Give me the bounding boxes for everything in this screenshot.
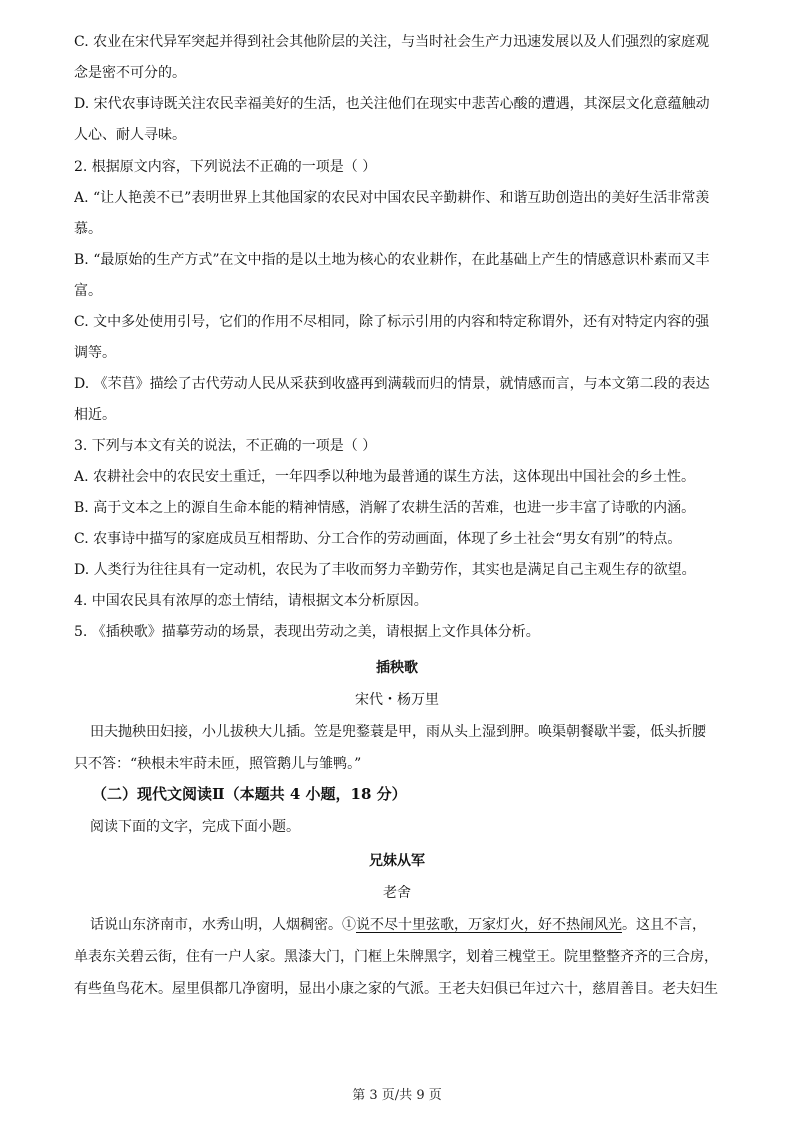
question-2: 2. 根据原文内容，下列说法不正确的一项是（ ） [74, 159, 377, 175]
reading-instruction: 阅读下面的文字，完成下面小题。 [90, 819, 300, 835]
question-3: 3. 下列与本文有关的说法，不正确的一项是（ ） [74, 438, 377, 454]
q2-option-a-line-2: 慕。 [74, 221, 102, 237]
page-number-footer: 第 3 页/共 9 页 [352, 1088, 442, 1103]
q2-option-b-line-2: 富。 [74, 283, 102, 299]
q2-option-b-line-1: B. “最原始的生产方式”在文中指的是以土地为核心的农业耕作，在此基础上产生的情感意识朴素而又丰 [74, 252, 710, 268]
story-paragraph-line-1 [90, 915, 724, 935]
section-heading: （二）现代文阅读Ⅱ（本题共 4 小题，18 分） [92, 785, 407, 803]
q3-option-c: C. 农事诗中描写的家庭成员互相帮助、分工合作的劳动画面，体现了乡土社会“男女有别”的特点。 [74, 531, 682, 547]
q2-option-a-line-1: A. “让人艳羡不已”表明世界上其他国家的农民对中国农民辛勤耕作、和谐互助创造出的美好生活非常羡 [74, 190, 710, 206]
story-text: 话说山东济南市，水秀山明，人烟稠密。① [90, 917, 356, 933]
option-d-line-1: D. 宋代农事诗既关注农民幸福美好的生活，也关注他们在现实中悲苦心酸的遭遇，其深层文化意蕴触动 [74, 96, 710, 112]
story-text: 。这且不言， [622, 917, 706, 933]
story-paragraph-line-3: 有些鱼鸟花木。屋里俱都几净窗明，显出小康之家的气派。王老夫妇俱已年过六十，慈眉善目。老夫妇生 [74, 981, 718, 997]
story-author: 老舍 [383, 885, 411, 901]
question-5: 5. 《插秧歌》描摹劳动的场景，表现出劳动之美，请根据上文作具体分析。 [74, 624, 540, 640]
q3-option-b: B. 高于文本之上的源自生命本能的精神情感，消解了农耕生活的苦难，也进一步丰富了诗歌的内涵。 [74, 500, 696, 516]
poem-title: 插秧歌 [376, 660, 418, 676]
story-paragraph-line-2: 单表东关碧云街，住有一户人家。黑漆大门，门框上朱牌黑字，划着三槐堂王。院里整整齐齐的三合房， [74, 949, 718, 965]
poem-line-1: 田夫抛秧田妇接，小儿拔秧大儿插。笠是兜鍪蓑是甲，雨从头上湿到胛。唤渠朝餐歇半霎，低头折腰 [90, 724, 706, 740]
question-4: 4. 中国农民具有浓厚的恋土情结，请根据文本分析原因。 [74, 593, 428, 609]
option-c-line-2: 念是密不可分的。 [74, 65, 186, 81]
q3-option-a: A. 农耕社会中的农民安土重迁，一年四季以种地为最普通的谋生方法，这体现出中国社会的乡土性。 [74, 469, 696, 485]
story-title: 兄妹从军 [369, 853, 425, 869]
q2-option-c-line-2: 调等。 [74, 345, 116, 361]
q2-option-d-line-1: D. 《芣苢》描绘了古代劳动人民从采获到收盛再到满载而归的情景，就情感而言，与本文第二段的表达 [74, 376, 710, 392]
underlined-sentence: 说不尽十里弦歌，万家灯火，好不热闹风光 [356, 917, 622, 933]
option-d-line-2: 人心、耐人寻味。 [74, 127, 186, 143]
q2-option-d-line-2: 相近。 [74, 407, 116, 423]
q2-option-c-line-1: C. 文中多处使用引号，它们的作用不尽相同，除了标示引用的内容和特定称谓外，还有对特定内容的强 [74, 314, 710, 330]
q3-option-d: D. 人类行为往往具有一定动机，农民为了丰收而努力辛勤劳作，其实也是满足自己主观生存的欲望。 [74, 562, 696, 578]
option-c-line-1: C. 农业在宋代异军突起并得到社会其他阶层的关注，与当时社会生产力迅速发展以及人们强烈的家庭观 [74, 34, 710, 50]
poem-author: 宋代・杨万里 [355, 692, 439, 708]
poem-line-2: 只不答：“秧根未牢莳未匝，照管鹅儿与雏鸭。” [74, 756, 362, 772]
